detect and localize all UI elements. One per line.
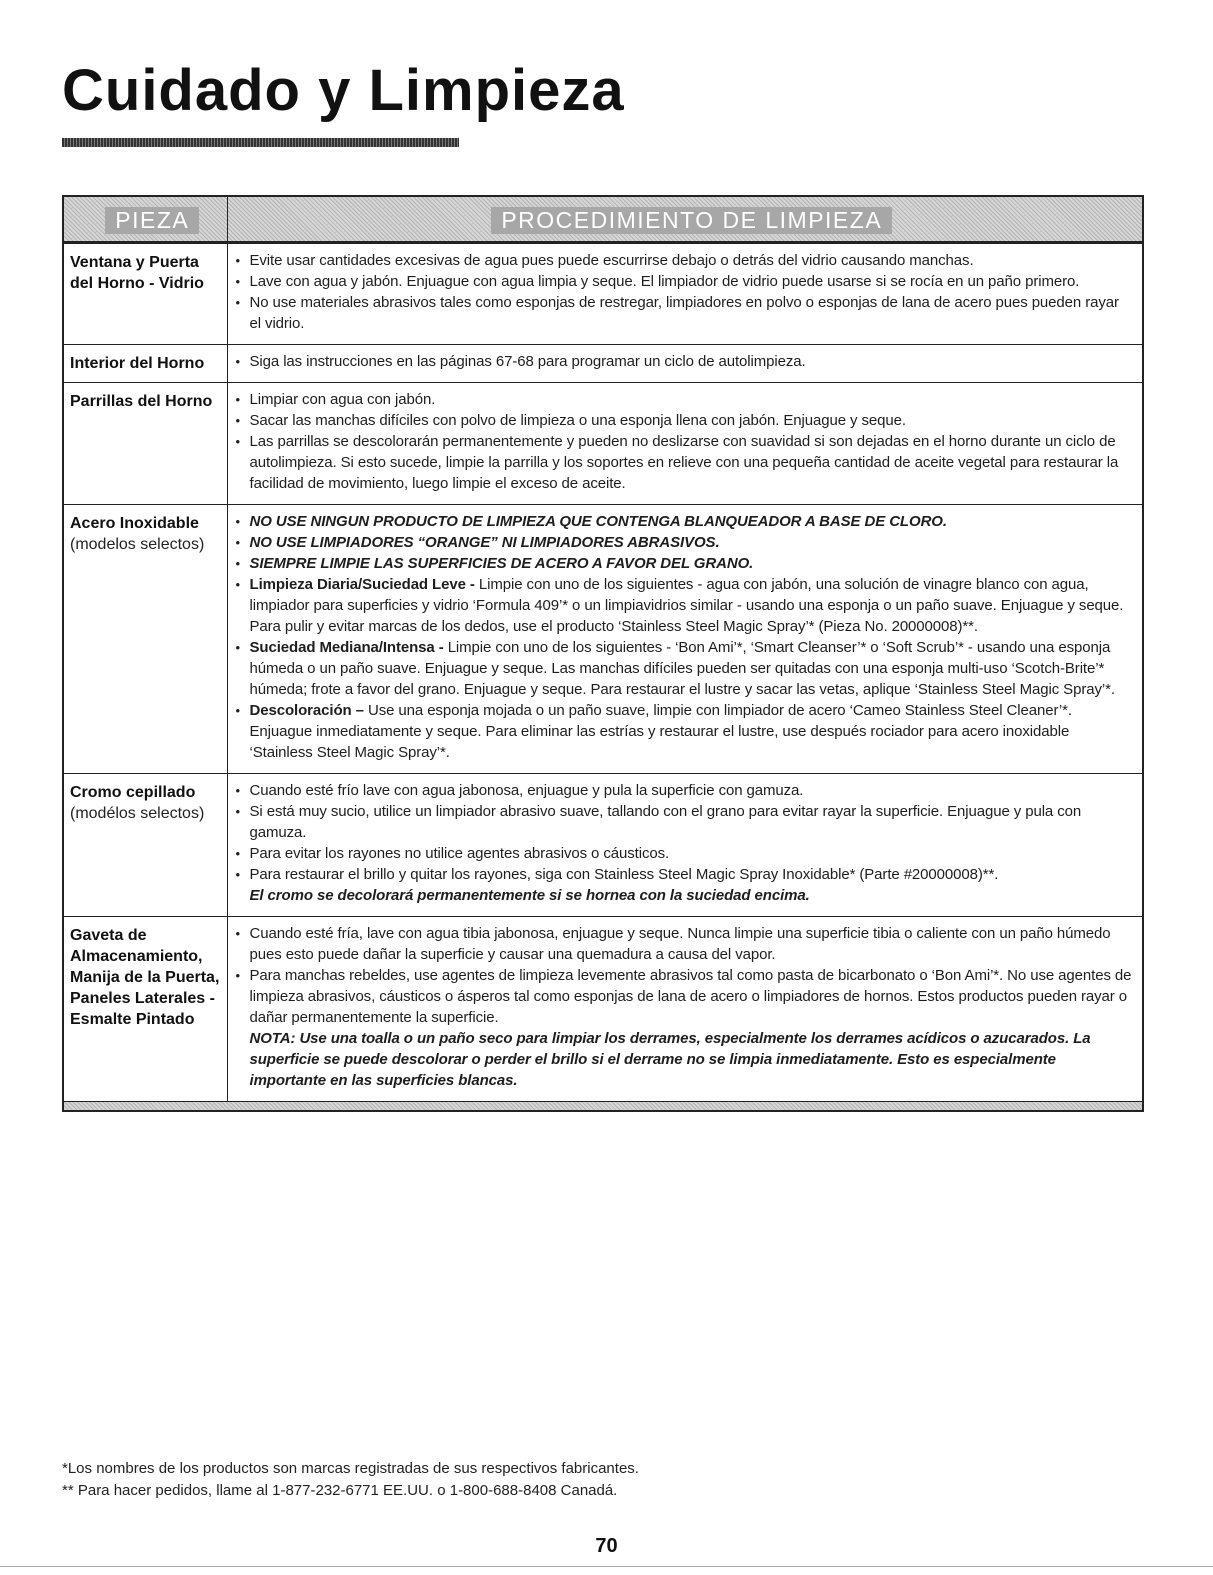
title-underline (62, 138, 459, 147)
table-row (63, 774, 1143, 917)
item-text: Las parrillas se descolorarán permanentemente y pueden no deslizarse con suavidad si son dejadas en el horno durante un ciclo de autolimpieza. Si esto sucede, limpie la parrilla y los soportes en relieve con una pequeña cantidad de aceite vegetal para restaurar la facilidad de movimiento, luego limpie el exceso de aceite. (249, 433, 1119, 492)
item-text: Siga las instrucciones en las páginas 67-68 para programar un ciclo de autolimpieza. (249, 353, 806, 370)
item-text: Evite usar cantidades excesivas de agua pues puede escurrirse debajo o detrás del vidrio causando manchas. (249, 252, 974, 269)
part-subtitle: (modelos selectos) (70, 536, 205, 553)
procedure-list (236, 351, 1135, 372)
procedure-item (236, 864, 1135, 885)
procedure-item (236, 637, 1135, 700)
procedure-item (236, 292, 1135, 334)
item-text: Para evitar los rayones no utilice agentes abrasivos o cáusticos. (249, 845, 670, 862)
procedure-list (236, 780, 1135, 906)
part-cell (63, 774, 227, 917)
item-text: Si está muy sucio, utilice un limpiador abrasivo suave, tallando con el grano para evitar rayar la superficie. Enjuague y pula con gamuza. (249, 803, 1082, 841)
item-text: Limpie con uno de los siguientes - ‘Bon Ami’*, ‘Smart Cleanser’* o ‘Soft Scrub’* - usando una esponja húmeda o un paño suave. Enjuague y seque. Las manchas difíciles pueden ser quitadas con una esponja multi-uso ‘Scotch-Brite’* húmeda; frote a favor del grano. Enjuague y seque. Para restaurar el lustre y sacar las vetas, aplique ‘Stainless Steel Magic Spray’*. (249, 639, 1115, 698)
header-part-label: PIEZA (105, 207, 199, 234)
procedure-cell (227, 505, 1143, 774)
procedure-item (236, 574, 1135, 637)
procedure-item (236, 511, 1135, 532)
cleaning-table (62, 195, 1144, 1112)
lead-text: Limpieza Diaria/Suciedad Leve - (249, 576, 475, 593)
procedure-item (236, 271, 1135, 292)
page-title: Cuidado y Limpieza (62, 58, 625, 123)
part-cell (63, 345, 227, 383)
procedure-item (236, 410, 1135, 431)
part-cell (63, 243, 227, 345)
procedure-list (236, 923, 1135, 1091)
part-name: Ventana y Puerta del Horno - Vidrio (70, 254, 204, 292)
procedure-item (236, 250, 1135, 271)
procedure-cell (227, 774, 1143, 917)
bottom-band-cell (63, 1102, 1143, 1112)
part-name: Interior del Horno (70, 355, 205, 372)
procedure-list (236, 250, 1135, 334)
item-text: No use materiales abrasivos tales como esponjas de restregar, limpiadores en polvo o esponjas de lana de acero pues pueden rayar el vidrio. (249, 294, 1119, 332)
header-part-cell (63, 196, 227, 243)
footnote-orders: ** Para hacer pedidos, llame al 1-877-232-6771 EE.UU. o 1-800-688-8408 Canadá. (62, 1482, 618, 1499)
page-edge-rule (0, 1566, 1213, 1567)
procedure-item (236, 1028, 1135, 1091)
lead-text: Suciedad Mediana/Intensa - (249, 639, 444, 656)
item-text: Cuando esté frío lave con agua jabonosa, enjuague y pula la superficie con gamuza. (249, 782, 804, 799)
procedure-list (236, 389, 1135, 494)
header-procedure-cell (227, 196, 1143, 243)
part-cell (63, 917, 227, 1102)
procedure-item (236, 801, 1135, 843)
emphasis-text: NOTA: Use una toalla o un paño seco para limpiar los derrames, especialmente los derrames acídicos o azucarados. La superficie se puede descolorar o perder el brillo si el derrame no se limpia inmediatamente. Esto es especialmente importante en las superficies blancas. (249, 1030, 1091, 1089)
table-header-row (63, 196, 1143, 243)
table-row (63, 917, 1143, 1102)
table-row (63, 345, 1143, 383)
part-name: Cromo cepillado (70, 784, 196, 801)
footnote-trademarks: *Los nombres de los productos son marcas registradas de sus respectivos fabricantes. (62, 1460, 639, 1477)
emphasis-text: El cromo se decolorará permanentemente si se hornea con la suciedad encima. (249, 887, 810, 904)
procedure-item (236, 885, 1135, 906)
table-row (63, 383, 1143, 505)
procedure-cell (227, 345, 1143, 383)
procedure-item (236, 700, 1135, 763)
procedure-list (236, 511, 1135, 763)
procedure-item (236, 553, 1135, 574)
item-text: Para restaurar el brillo y quitar los rayones, siga con Stainless Steel Magic Spray Inoxidable* (Parte #20000008)**. (249, 866, 999, 883)
procedure-cell (227, 383, 1143, 505)
lead-text: Descoloración – (249, 702, 364, 719)
table-body (63, 243, 1143, 1102)
procedure-item (236, 780, 1135, 801)
page-number: 70 (595, 1535, 618, 1557)
item-text: Limpiar con agua con jabón. (249, 391, 436, 408)
procedure-cell (227, 243, 1143, 345)
part-name: Parrillas del Horno (70, 393, 213, 410)
header-procedure-label: PROCEDIMIENTO DE LIMPIEZA (491, 207, 892, 234)
item-text: Limpie con uno de los siguientes - agua con jabón, una solución de vinagre blanco con agua, limpiador para superficies y vidrio ‘Formula 409’* o un limpiavidrios similar - usando una esponja o un paño suave. Enjuague y seque. Para pulir y evitar marcas de los dedos, use el producto ‘Stainless Steel Magic Spray’* (Pieza No. 20000008)**. (249, 576, 1124, 635)
part-cell (63, 505, 227, 774)
item-text: Cuando esté fría, lave con agua tibia jabonosa, enjuague y seque. Nunca limpie una superficie tibia o caliente con un paño húmedo pues esto puede dañar la superficie y causar una quemadura a causa del vapor. (249, 925, 1111, 963)
table-bottom-band (63, 1102, 1143, 1112)
procedure-item (236, 532, 1135, 553)
item-text: Sacar las manchas difíciles con polvo de limpieza o una esponja llena con jabón. Enjuague y seque. (249, 412, 906, 429)
procedure-item (236, 965, 1135, 1028)
item-text: Para manchas rebeldes, use agentes de limpieza levemente abrasivos tal como pasta de bicarbonato o ‘Bon Ami’*. No use agentes de limpieza abrasivos, cáusticos o ásperos tal como esponjas de lana de acero o limpiadores de hornos. Estos productos pueden rayar o dañar permanentemente la superficie. (249, 967, 1132, 1026)
part-subtitle: (modélos selectos) (70, 805, 205, 822)
procedure-item (236, 923, 1135, 965)
footnotes (62, 1458, 639, 1502)
procedure-item (236, 843, 1135, 864)
part-cell (63, 383, 227, 505)
table-row (63, 505, 1143, 774)
procedure-item (236, 389, 1135, 410)
item-text: Lave con agua y jabón. Enjuague con agua limpia y seque. El limpiador de vidrio puede usarse si se rocía en un paño primero. (249, 273, 1080, 290)
emphasis-text: NO USE NINGUN PRODUCTO DE LIMPIEZA QUE CONTENGA BLANQUEADOR A BASE DE CLORO. (249, 513, 947, 530)
emphasis-text: SIEMPRE LIMPIE LAS SUPERFICIES DE ACERO A FAVOR DEL GRANO. (249, 555, 754, 572)
table-row (63, 243, 1143, 345)
part-name: Acero Inoxidable (70, 515, 199, 532)
procedure-item (236, 431, 1135, 494)
item-text: Use una esponja mojada o un paño suave, limpie con limpiador de acero ‘Cameo Stainless Steel Cleaner’*. Enjuague inmediatamente y seque. Para eliminar las estrías y restaurar el lustre, use después rociador para acero inoxidable ‘Stainless Steel Magic Spray’*. (249, 702, 1072, 761)
emphasis-text: NO USE LIMPIADORES “ORANGE” NI LIMPIADORES ABRASIVOS. (249, 534, 720, 551)
procedure-cell (227, 917, 1143, 1102)
procedure-item (236, 351, 1135, 372)
part-name: Gaveta de Almacenamiento, Manija de la Puerta, Paneles Laterales - Esmalte Pintado (70, 927, 220, 1028)
